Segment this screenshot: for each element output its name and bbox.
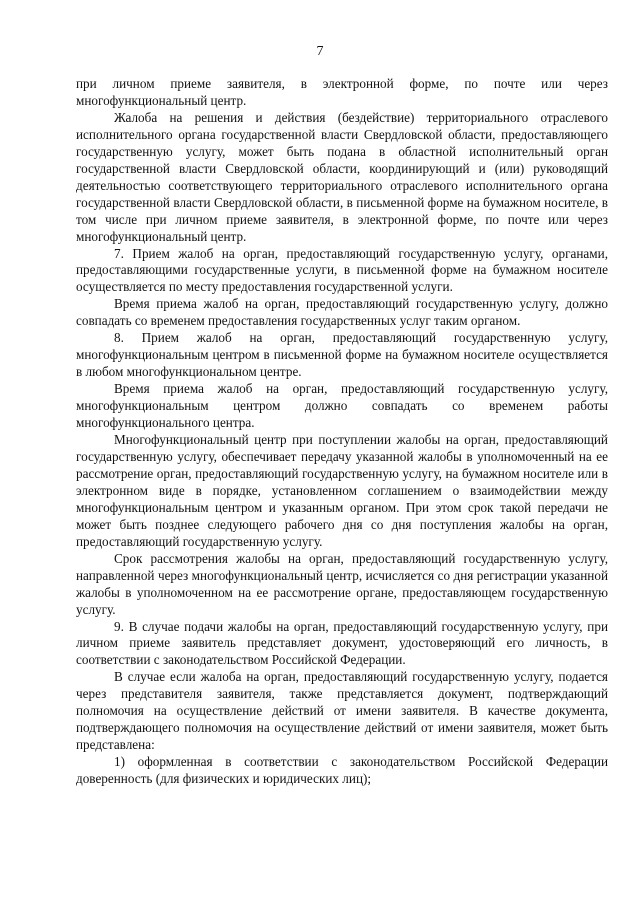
paragraph-complaint-territorial-body: Жалоба на решения и действия (бездействие) территориального отраслевого исполнительного органа государственной власти Свердловской области, предоставляющего государственную услугу, может быть подана в областной исполнительный орган государственной власти Свердловской области, координирующий и (или) руководящий деятельностью соответствующего территориального отраслевого исполнительного органа государственной власти Свердловской области, в письменной форме на бумажном носителе, в том числе при личном приеме заявителя, в электронной форме, по почте или через многофункциональный центр. <box>76 109 608 244</box>
paragraph-item-7: 7. Прием жалоб на орган, предоставляющий государственную услугу, органами, предоставляющими государственные услуги, в письменной форме на бумажном носителе осуществляется по месту предоставления государственной услуги. <box>76 245 608 295</box>
paragraph-representative: В случае если жалоба на орган, предоставляющий государственную услугу, подается через представителя заявителя, также представляется документ, подтверждающий полномочия на осуществление действий от имени заявителя. В качестве документа, подтверждающего полномочия на осуществление действий от имени заявителя, может быть представлена: <box>76 669 608 753</box>
paragraph-mfc-reception-time: Время приема жалоб на орган, предоставляющий государственную услугу, многофункциональным центром должно совпадать со временем работы многофункционального центра. <box>76 381 608 431</box>
paragraph-reception-time: Время приема жалоб на орган, предоставляющий государственную услугу, должно совпадать со временем предоставления государственных услуг таким органом. <box>76 296 608 329</box>
paragraph-mfc-transfer: Многофункциональный центр при поступлении жалобы на орган, предоставляющий государственную услугу, обеспечивает передачу указанной жалобы в уполномоченный на ее рассмотрение орган, предоставляющий государственную услугу, на бумажном носителе или в электронном виде в порядке, установленном соглашением о взаимодействии между многофункциональным центром и указанным органом. При этом срок такой передачи не может быть позднее следующего рабочего дня со дня поступления жалобы на орган, предоставляющий государственную услугу. <box>76 432 608 549</box>
paragraph-item-9: 9. В случае подачи жалобы на орган, предоставляющий государственную услугу, при личном приеме заявитель представляет документ, удостоверяющий его личность, в соответствии с законодательством Российской Федерации. <box>76 618 608 668</box>
document-body <box>76 76 608 788</box>
paragraph-item-8: 8. Прием жалоб на орган, предоставляющий государственную услугу, многофункциональным центром в письменной форме на бумажном носителе осуществляется в любом многофункциональном центре. <box>76 330 608 380</box>
page-number: 7 <box>316 44 324 59</box>
paragraph-continuation: при личном приеме заявителя, в электронной форме, по почте или через многофункциональный центр. <box>76 76 608 108</box>
paragraph-subitem-1: 1) оформленная в соответствии с законодательством Российской Федерации доверенность (для физических и юридических лиц); <box>76 754 608 787</box>
paragraph-review-term: Срок рассмотрения жалобы на орган, предоставляющий государственную услугу, направленной через многофункциональный центр, исчисляется со дня регистрации указанной жалобы в уполномоченном на ее рассмотрение органе, предоставляющем государственную услугу. <box>76 550 608 617</box>
